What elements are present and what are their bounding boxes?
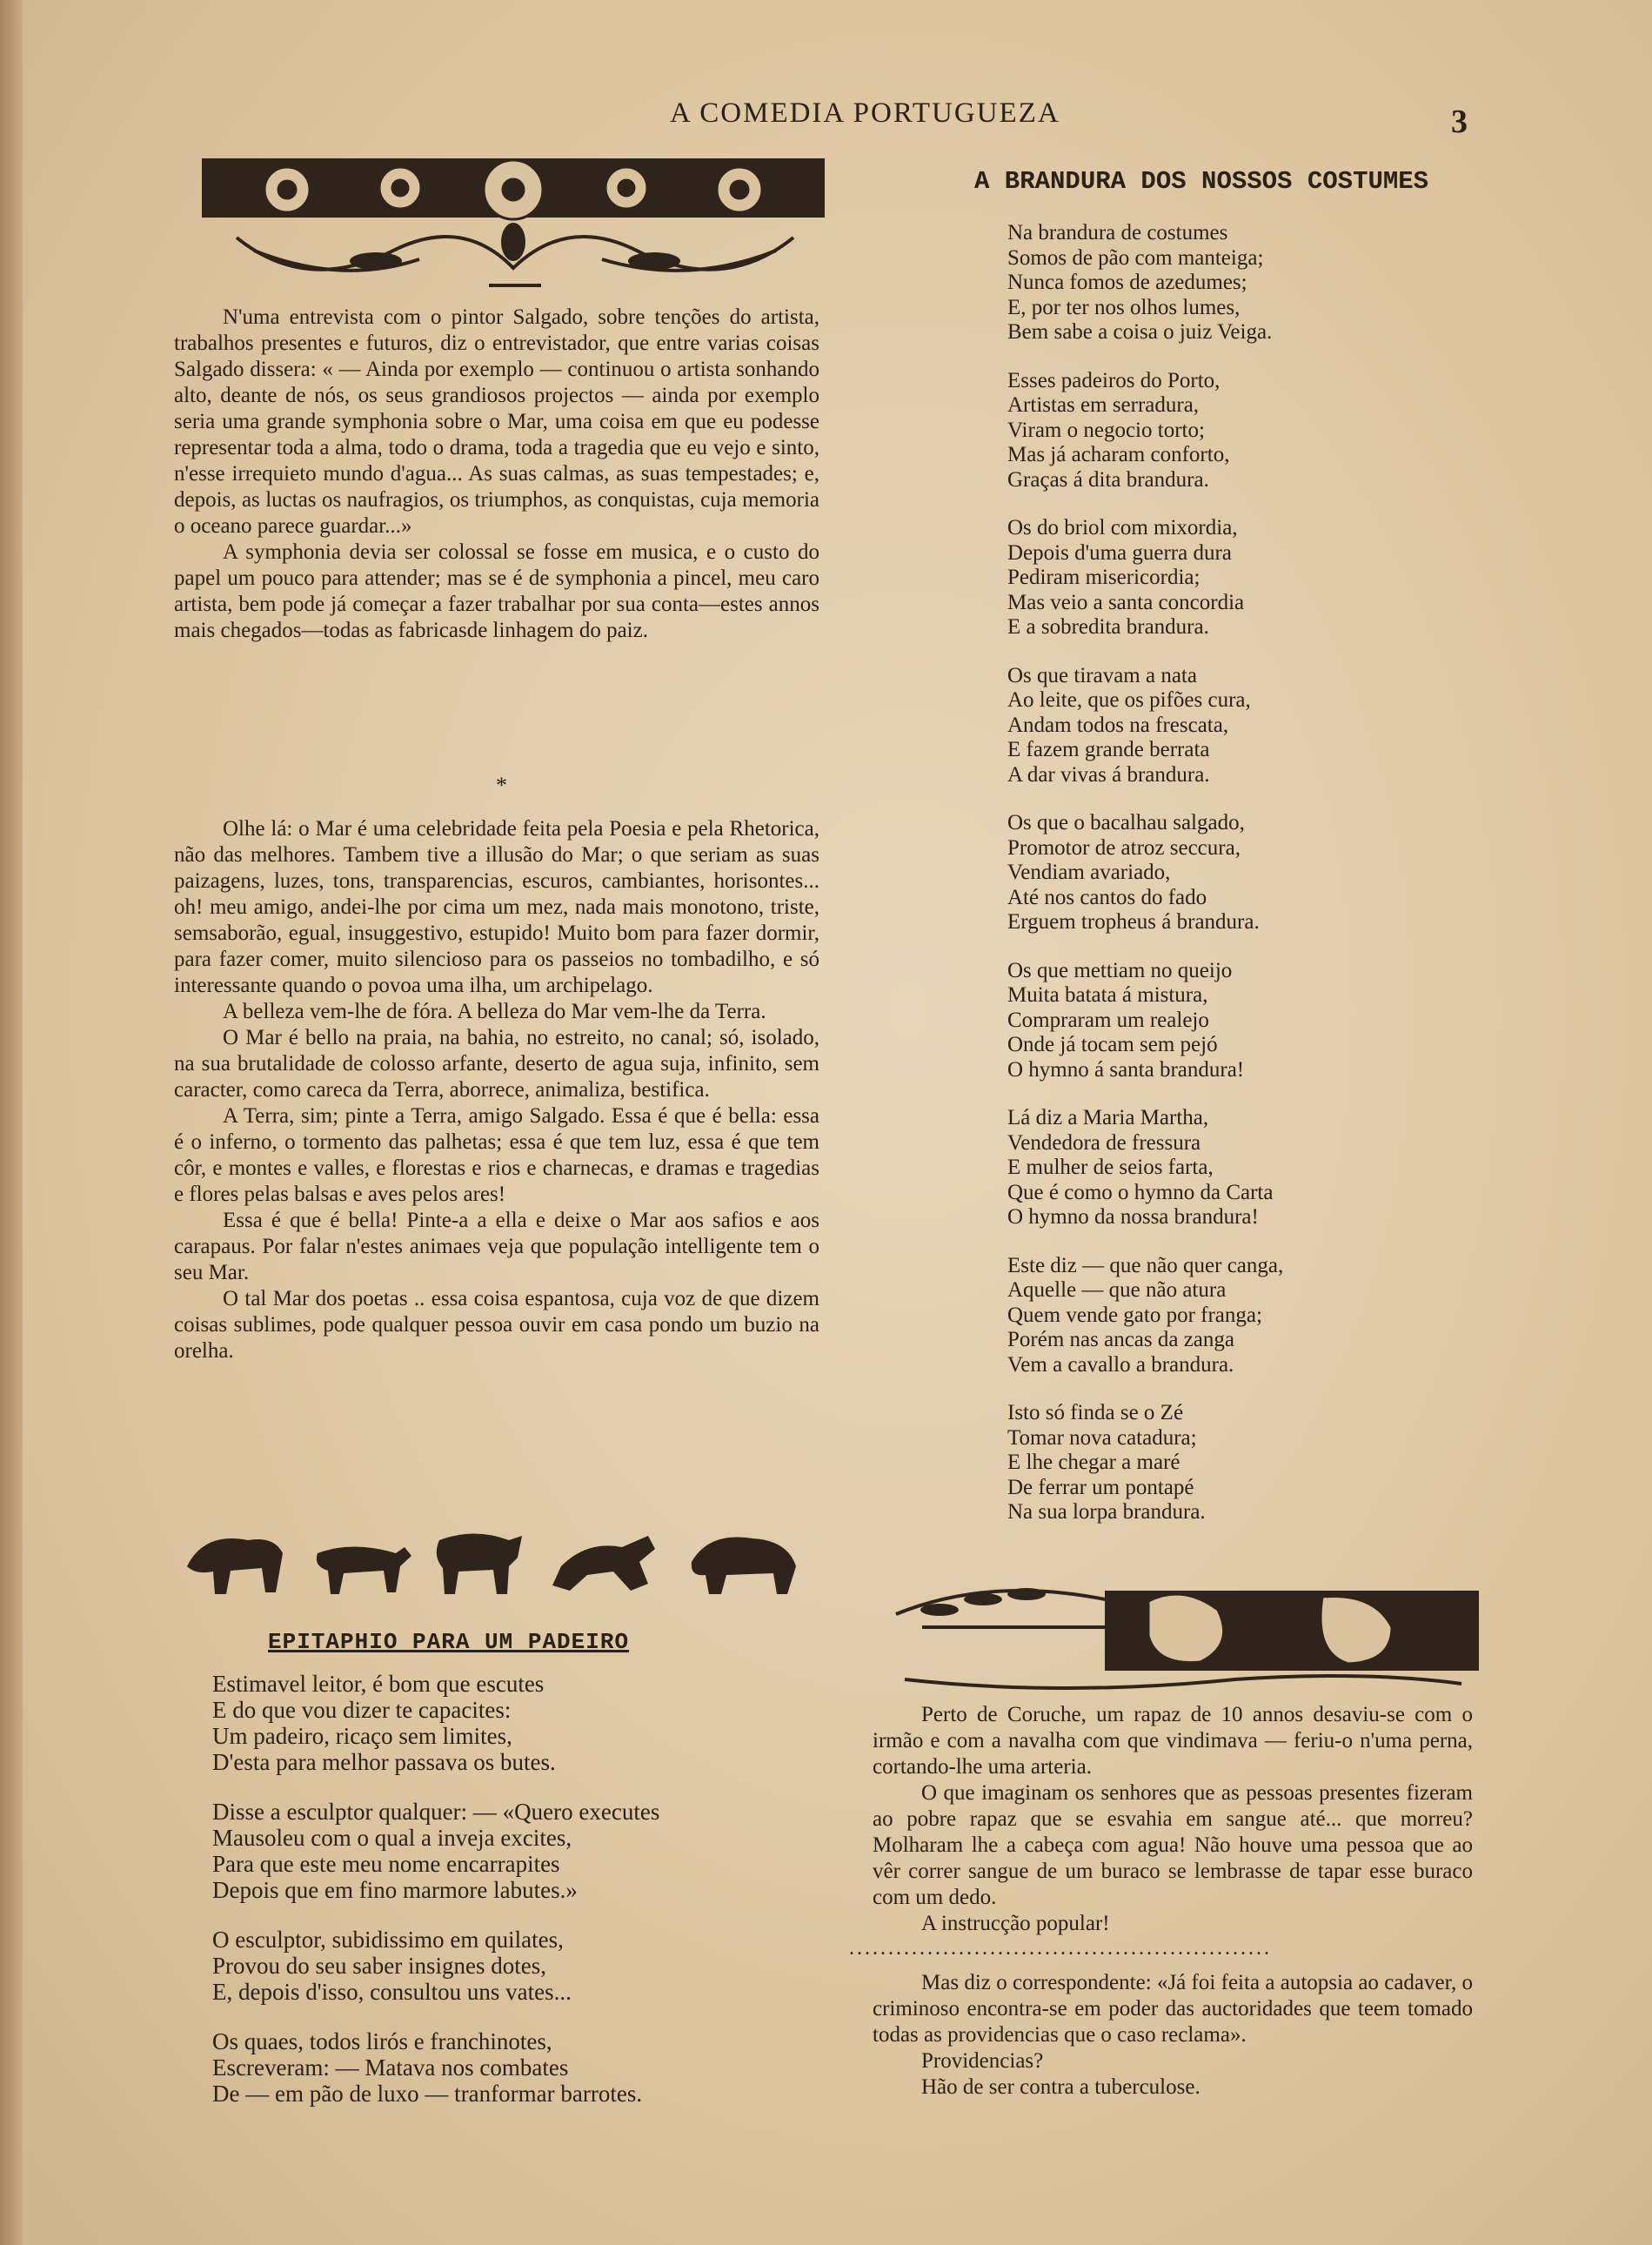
verse-line: Viram o negocio torto; [1007, 418, 1205, 442]
verse-line: Mas já acharam conforto, [1007, 443, 1230, 466]
verse-line: Depois que em fino marmore labutes.» [212, 1877, 578, 1903]
stanza [1007, 1401, 1460, 1525]
verse-line: Tomar nova catadura; [1007, 1425, 1197, 1450]
verse-line: O hymno da nossa brandura! [1007, 1205, 1259, 1229]
verse-line: O hymno á santa brandura! [1007, 1057, 1245, 1082]
verse-line: Para que este meu nome encarrapites [212, 1851, 560, 1877]
verse-line: E mulher de seios farta, [1007, 1156, 1214, 1179]
verse-line: De — em pão de luxo — tranformar barrotes. [212, 2081, 643, 2107]
floral-ornament-right [887, 1566, 1479, 1697]
stanza [1007, 811, 1460, 935]
verse-line: E, depois d'isso, consultou uns vates... [212, 1979, 572, 2005]
salgado-article-part-1 [174, 305, 819, 644]
verse-line: Bem sabe a coisa o juiz Veiga. [1007, 320, 1273, 344]
brandura-poem [1007, 221, 1460, 1549]
page-header-title: A COMEDIA PORTUGUEZA [670, 97, 1060, 129]
verse-line: Os que mettiam no queijo [1007, 958, 1233, 982]
article-paragraph: A belleza vem-lhe de fóra. A belleza do Mar vem-lhe da Terra. [223, 1000, 766, 1023]
poem-title: A BRANDURA DOS NOSSOS COSTUMES [974, 167, 1429, 196]
verse-line: Porém nas ancas da zanga [1007, 1328, 1234, 1351]
stanza [1007, 369, 1460, 493]
verse-line: Graças á dita brandura. [1007, 467, 1209, 492]
article-paragraph: O que imaginam os senhores que as pessoas presentes fizeram ao pobre rapaz que se esvahia em sangue até... que morreu? Molharam lhe a cabeça com agua! Não houve uma pessoa que ao vêr correr sangue de um buraco se lembrasse de tapar esse buraco com um dedo. [873, 1781, 1473, 1909]
verse-line: Isto só finda se o Zé [1007, 1401, 1184, 1424]
verse-line: Promotor de atroz seccura, [1007, 835, 1241, 860]
verse-line: Um padeiro, ricaço sem limites, [212, 1723, 512, 1749]
stanza [1007, 1254, 1460, 1378]
article-paragraph: Perto de Coruche, um rapaz de 10 annos desaviu-se com o irmão e com a navalha com que vindimava — feriu-o n'uma perna, cortando-lhe uma arteria. [873, 1703, 1473, 1779]
article-paragraph: A instrucção popular! [921, 1912, 1110, 1935]
verse-line: Muita batata á mistura, [1007, 983, 1208, 1007]
article-paragraph: Essa é que é bella! Pinte-a a ella e deixe o Mar aos safios e aos carapaus. Por falar n'estes animaes veja que população intelligente tem o seu Mar. [174, 1209, 819, 1284]
verse-line: E fazem grande berrata [1007, 738, 1210, 761]
verse-line: Os quaes, todos lirós e franchinotes, [212, 2028, 552, 2054]
article-paragraph: O Mar é bello na praia, na bahia, no estreito, no canal; só, isolado, na sua brutalidade de colosso arfante, deserto de agua suja, infinito, sem caracter, como careca da Terra, aborrece, animaliza, bestifica. [174, 1026, 819, 1102]
verse-line: Os do briol com mixordia, [1007, 516, 1238, 539]
verse-line: Onde já tocam sem pejó [1007, 1033, 1218, 1056]
article-paragraph: A Terra, sim; pinte a Terra, amigo Salgado. Essa é que é bella: essa é o inferno, o tormento das palhetas; essa é que tem luz, essa é que tem côr, e montes e valles, e florestas e rios e charnecas, e dramas e tragedias e flores pelas balsas e aves pelos ares! [174, 1104, 819, 1206]
epitaph-title: EPITAPHIO PARA UM PADEIRO [268, 1629, 630, 1655]
verse-line: Estimavel leitor, é bom que escutes [212, 1671, 545, 1697]
article-paragraph: A symphonia devia ser colossal se fosse em musica, e o custo do papel um pouco para attender; mas se é de symphonia a pincel, meu caro artista, bem pode já começar a fazer trabalhar por sua conta—estes annos mais chegados—todas as fabricasde linhagem do paiz. [174, 540, 819, 642]
salgado-article-part-2 [174, 816, 819, 1364]
verse-line: E lhe chegar a maré [1007, 1451, 1180, 1474]
stanza [212, 1671, 769, 1775]
verse-line: O esculptor, subidissimo em quilates, [212, 1927, 564, 1953]
page-number: 3 [1451, 104, 1468, 140]
verse-line: Somos de pão com manteiga; [1007, 245, 1264, 270]
article-paragraph: Providencias? [921, 2049, 1044, 2073]
verse-line: Na sua lorpa brandura. [1007, 1500, 1206, 1524]
stanza [1007, 221, 1460, 345]
verse-line: Pediram misericordia; [1007, 566, 1201, 589]
verse-line: Que é como o hymno da Carta [1007, 1180, 1274, 1204]
verse-line: Aquelle — que não atura [1007, 1278, 1227, 1302]
stanza [212, 2028, 769, 2107]
verse-line: Esses padeiros do Porto, [1007, 368, 1221, 392]
verse-line: Depois d'uma guerra dura [1007, 540, 1232, 565]
verse-line: Artistas em serradura, [1007, 393, 1200, 417]
stanza [212, 1799, 769, 1903]
verse-line: Andam todos na frescata, [1007, 713, 1229, 737]
verse-line: Nunca fomos de azedumes; [1007, 271, 1247, 294]
verse-line: Mausoleu com o qual a inveja excites, [212, 1825, 572, 1851]
article-paragraph: Hão de ser contra a tuberculose. [921, 2075, 1201, 2099]
verse-line: Erguem tropheus á brandura. [1007, 910, 1260, 934]
verse-line: A dar vivas á brandura. [1007, 762, 1210, 787]
verse-line: Escreveram: — Matava nos combates [212, 2054, 569, 2081]
verse-line: D'esta para melhor passava os butes. [212, 1749, 556, 1775]
verse-line: Os que o bacalhau salgado, [1007, 811, 1245, 834]
verse-line: Vendiam avariado, [1007, 861, 1171, 884]
verse-line: Provou do seu saber insignes dotes, [212, 1953, 546, 1979]
verse-line: Vem a cavallo a brandura. [1007, 1352, 1234, 1377]
stanza [1007, 516, 1460, 640]
verse-line: Ao leite, que os pifões cura, [1007, 688, 1251, 712]
verse-line: Este diz — que não quer canga, [1007, 1253, 1284, 1277]
article-paragraph: Olhe lá: o Mar é uma celebridade feita pela Poesia e pela Rhetorica, não das melhores. Tambem tive a illusão do Mar; o que seriam as suas paizagens, luzes, tons, transparencias, escuros, cambiantes, horisontes... oh! meu amigo, andei-lhe por cima um mez, nada mais monotono, triste, semsaborão, egual, insuggestivo, estupido! Muito bom para fazer dormir, para fazer comer, muito silencioso para os passeios no tombadilho, e só interessante quando o povoa uma ilha, um archipelago. [174, 817, 819, 997]
coruche-article-part-2 [873, 1970, 1473, 2101]
verse-line: Na brandura de costumes [1007, 221, 1228, 245]
verse-line: Quem vende gato por franga; [1007, 1303, 1262, 1327]
animals-illustration [178, 1514, 805, 1601]
verse-line: Até nos cantos do fado [1007, 885, 1207, 909]
floral-ornament-top-left [202, 155, 825, 298]
verse-line: E, por ter nos olhos lumes, [1007, 295, 1241, 319]
verse-line: De ferrar um pontapé [1007, 1475, 1194, 1499]
stanza [1007, 664, 1460, 788]
verse-line: E do que vou dizer te capacites: [212, 1697, 512, 1723]
verse-line: Os que tiravam a nata [1007, 663, 1197, 687]
page-edge [0, 0, 23, 2245]
stanza [212, 1927, 769, 2005]
verse-line: Disse a esculptor qualquer: — «Quero executes [212, 1799, 660, 1825]
dotted-separator: ...................................................... [849, 1937, 1272, 1960]
article-paragraph: Mas diz o correspondente: «Já foi feita a autopsia ao cadaver, o criminoso encontra-se em poder das auctoridades que teem tomado todas as providencias que o caso reclama». [873, 1971, 1473, 2047]
article-paragraph: O tal Mar dos poetas .. essa coisa espantosa, cuja voz de que dizem coisas sublimes, pode qualquer pessoa ouvir em casa pondo um buzio na orelha. [174, 1287, 819, 1363]
verse-line: Compraram um realejo [1007, 1008, 1209, 1032]
stanza [1007, 959, 1460, 1083]
verse-line: Lá diz a Maria Martha, [1007, 1106, 1209, 1129]
verse-line: Mas veio a santa concordia [1007, 590, 1245, 614]
epitaph-poem [212, 1671, 769, 2130]
verse-line: Vendedora de fressura [1007, 1130, 1201, 1155]
coruche-article-part-1 [873, 1702, 1473, 1937]
article-paragraph: N'uma entrevista com o pintor Salgado, sobre tenções do artista, trabalhos presentes e futuros, diz o entrevistador, que entre varias coisas Salgado dissera: « — Ainda por exemplo — continuou o artista sonhando alto, deante de nós, os seus grandiosos projectos — ainda por exemplo seria uma grande symphonia sobre o Mar, uma coisa em que eu podesse representar toda a alma, todo o drama, toda a tragedia que eu vejo e sinto, n'esse irrequieto mundo d'agua... As suas calmas, as suas tempestades; e, depois, as luctas os naufragios, os triumphos, as conquistas, cuja memoria o oceano parece guardar...» [174, 305, 819, 538]
section-separator: * [496, 773, 507, 798]
verse-line: E a sobredita brandura. [1007, 615, 1209, 639]
stanza [1007, 1106, 1460, 1230]
